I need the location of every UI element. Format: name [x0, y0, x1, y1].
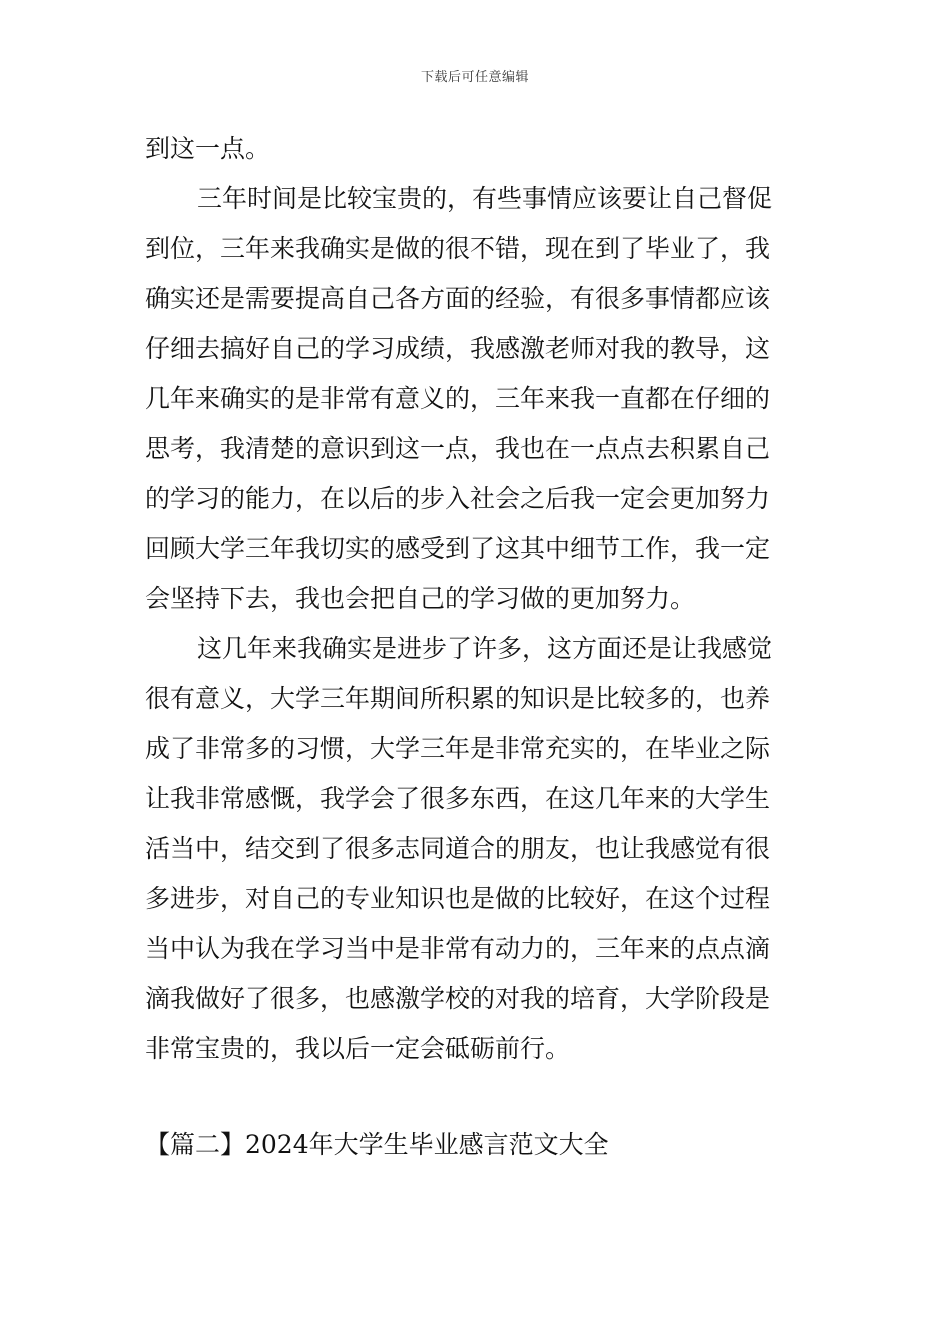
paragraph-start-line: 这几年来我确实是进步了许多，这方面还是让我感觉 [197, 634, 773, 663]
text-line: 活当中，结交到了很多志同道合的朋友，也让我感觉有很 [145, 834, 771, 863]
text-line: 仔细去搞好自己的学习成绩，我感激老师对我的教导，这 [145, 334, 771, 363]
text-line: 到这一点。 [145, 134, 271, 163]
body-text [145, 124, 810, 1074]
text-line: 成了非常多的习惯，大学三年是非常充实的，在毕业之际 [145, 734, 771, 763]
text-line: 确实还是需要提高自己各方面的经验，有很多事情都应该 [145, 284, 771, 313]
text-line: 回顾大学三年我切实的感受到了这其中细节工作，我一定 [145, 534, 771, 563]
text-line: 很有意义，大学三年期间所积累的知识是比较多的，也养 [145, 684, 771, 713]
text-line: 到位，三年来我确实是做的很不错，现在到了毕业了，我 [145, 234, 771, 263]
section-title: 【篇二】2024年大学生毕业感言范文大全 [145, 1130, 609, 1159]
paragraph-start-line: 三年时间是比较宝贵的，有些事情应该要让自己督促 [197, 184, 773, 213]
header-note: 下载后可任意编辑 [420, 70, 529, 85]
text-line: 思考，我清楚的意识到这一点，我也在一点点去积累自己 [145, 434, 771, 463]
text-line: 几年来确实的是非常有意义的，三年来我一直都在仔细的 [145, 384, 771, 413]
text-line: 的学习的能力，在以后的步入社会之后我一定会更加努力 [145, 484, 771, 513]
text-line: 非常宝贵的，我以后一定会砥砺前行。 [145, 1034, 571, 1063]
text-line: 会坚持下去，我也会把自己的学习做的更加努力。 [145, 584, 696, 613]
text-line: 多进步，对自己的专业知识也是做的比较好，在这个过程 [145, 884, 771, 913]
text-line: 滴我做好了很多，也感激学校的对我的培育，大学阶段是 [145, 984, 771, 1013]
text-line: 让我非常感慨，我学会了很多东西，在这几年来的大学生 [145, 784, 771, 813]
text-line: 当中认为我在学习当中是非常有动力的，三年来的点点滴 [145, 934, 771, 963]
